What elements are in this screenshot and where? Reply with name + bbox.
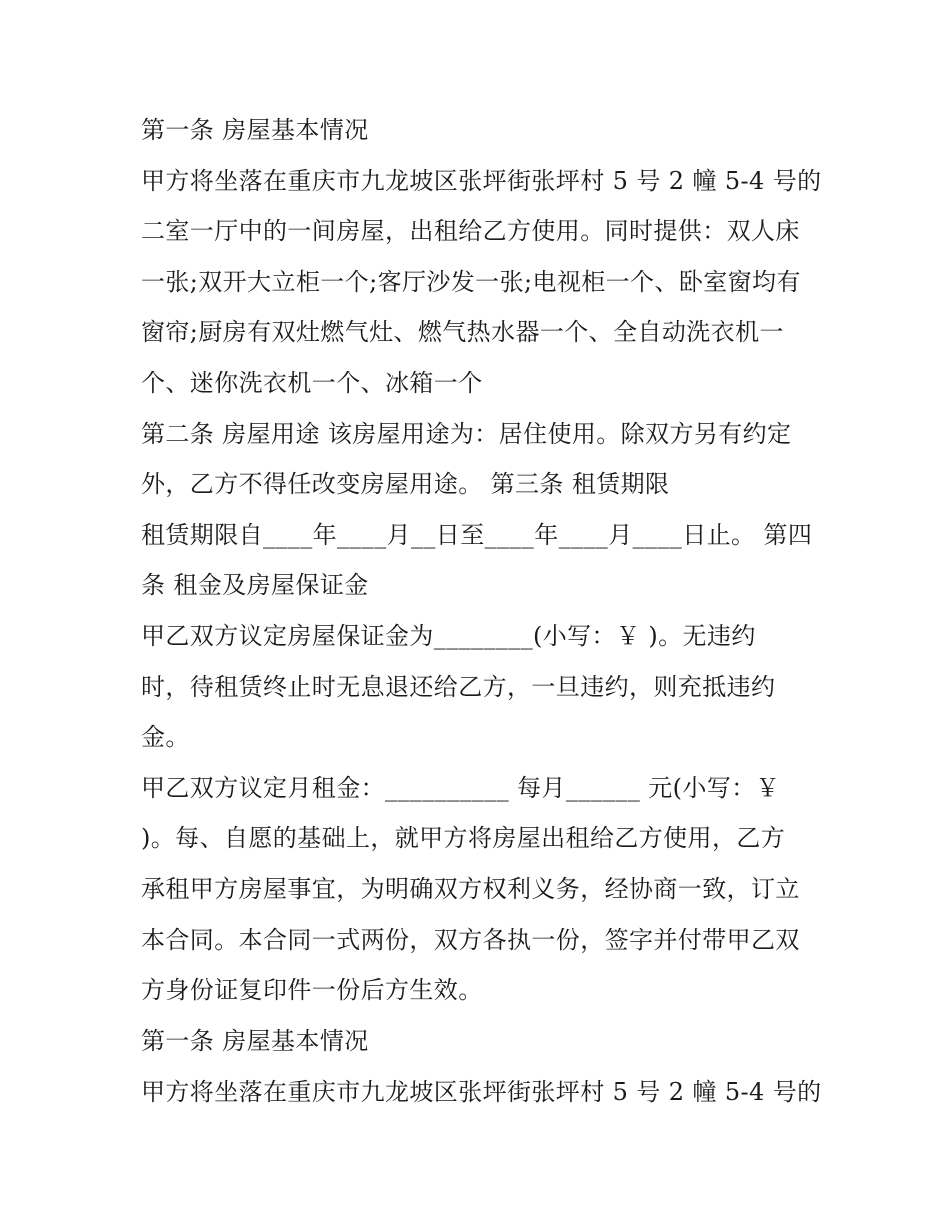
text-line: 时，待租赁终止时无息退还给乙方，一旦违约，则充抵违约 — [141, 673, 776, 701]
text-line: 甲乙双方议定月租金：__________ 每月______ 元(小写：￥ — [141, 774, 781, 802]
section-heading-1: 第一条 房屋基本情况 — [141, 116, 369, 144]
text-line: 租赁期限自____年____月__日至____年____月____日止。 第四 — [141, 521, 813, 549]
section-heading-2: 第二条 房屋用途 该房屋用途为：居住使用。除双方另有约定 — [141, 420, 792, 448]
text-line: )。每、自愿的基础上，就甲方将房屋出租给乙方使用，乙方 — [141, 824, 786, 852]
text-line: 条 租金及房屋保证金 — [141, 571, 369, 599]
section-heading-1-repeat: 第一条 房屋基本情况 — [141, 1027, 369, 1055]
text-line: 窗帘;厨房有双灶燃气灶、燃气热水器一个、全自动洗衣机一 — [141, 318, 784, 346]
text-line: 本合同。本合同一式两份，双方各执一份，签字并付带甲乙双 — [141, 926, 800, 954]
text-line: 一张;双开大立柜一个;客厅沙发一张;电视柜一个、卧室窗均有 — [141, 268, 801, 296]
text-line: 方身份证复印件一份后方生效。 — [141, 976, 483, 1004]
text-line: 承租甲方房屋事宜，为明确双方权利义务，经协商一致，订立 — [141, 875, 800, 903]
text-line: 甲乙双方议定房屋保证金为________(小写：￥ )。无违约 — [141, 622, 756, 650]
text-line: 个、迷你洗衣机一个、冰箱一个 — [141, 369, 483, 397]
text-line: 外，乙方不得任改变房屋用途。 第三条 租赁期限 — [141, 470, 670, 498]
text-line: 金。 — [141, 723, 190, 751]
text-line: 甲方将坐落在重庆市九龙坡区张坪街张坪村 5 号 2 幢 5-4 号的 — [141, 167, 822, 195]
text-line: 二室一厅中的一间房屋，出租给乙方使用。同时提供：双人床 — [141, 217, 800, 245]
text-line: 甲方将坐落在重庆市九龙坡区张坪街张坪村 5 号 2 幢 5-4 号的 — [141, 1078, 822, 1106]
